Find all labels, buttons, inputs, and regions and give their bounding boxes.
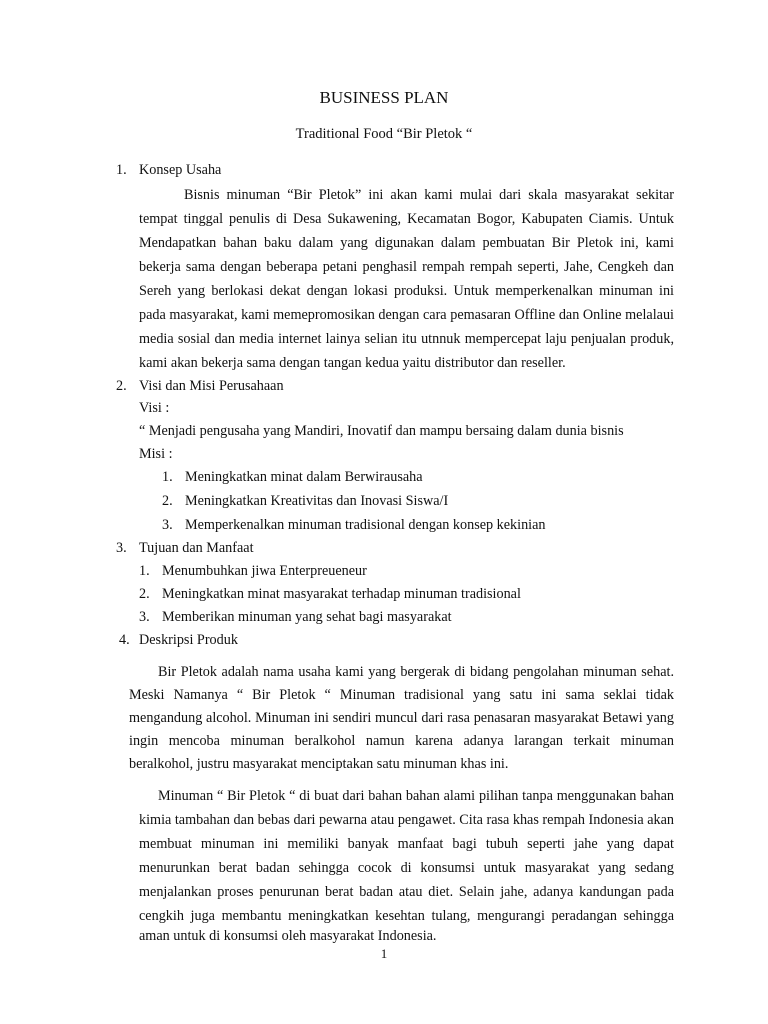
konsep-line: media sosial dan media internet lainya selian itu utnnuk mempercepat laju penjualan produk, [139,331,674,347]
misi-item: Memperkenalkan minuman tradisional dengan konsep kekinian [185,517,546,533]
section-heading-visi-misi: Visi dan Misi Perusahaan [139,378,284,394]
page-number: 1 [380,946,388,961]
konsep-line: Bisnis minuman “Bir Pletok” ini akan kami mulai dari skala masyarakat sekitar [184,187,674,203]
deskripsi-p2-line: kimia tambahan dan bebas dari pewarna atau pengawet. Cita rasa khas rempah Indonesia akan [139,812,674,828]
misi-item: Meningkatkan minat dalam Berwirausaha [185,469,423,485]
deskripsi-p2-line: cengkih juga membantu meningkatkan kesehtan tulang, mengurangi peradangan sehingga [139,908,674,924]
visi-text: “ Menjadi pengusaha yang Mandiri, Inovatif dan mampu bersaing dalam dunia bisnis [139,423,624,439]
misi-item: Meningkatkan Kreativitas dan Inovasi Siswa/I [185,493,449,509]
tujuan-item-number: 2. [139,586,150,602]
misi-label: Misi : [139,446,173,462]
konsep-line: kami akan bekerja sama dengan tangan kedua yaitu distributor dan reseller. [139,355,566,371]
konsep-line: bekerja sama dengan beberapa petani penghasil rempah rempah seperti, Jahe, Cengkeh dan [139,259,674,275]
tujuan-item: Menumbuhkan jiwa Enterpreueneur [162,563,367,579]
konsep-line: Mendapatkan bahan baku dalam yang digunakan dalam pembuatan Bir Pletok ini, kami [139,235,674,251]
misi-item-number: 1. [162,469,173,485]
tujuan-item: Meningkatkan minat masyarakat terhadap minuman tradisional [162,586,521,602]
section-number: 3. [116,540,127,556]
section-number: 1. [116,162,127,178]
deskripsi-p2-line: aman untuk di konsumsi oleh masyarakat Indonesia. [139,928,437,944]
section-heading-konsep: Konsep Usaha [139,162,222,178]
section-heading-deskripsi: Deskripsi Produk [139,632,238,648]
deskripsi-p2-line: Minuman “ Bir Pletok “ di buat dari bahan bahan alami pilihan tanpa menggunakan bahan [158,788,674,804]
section-heading-tujuan: Tujuan dan Manfaat [139,540,254,556]
document-subtitle: Traditional Food “Bir Pletok “ [295,126,473,142]
deskripsi-p1-line: Bir Pletok adalah nama usaha kami yang bergerak di bidang pengolahan minuman sehat. [158,664,674,680]
misi-item-number: 2. [162,493,173,509]
konsep-line: Sereh yang berlokasi dekat dengan lokasi produksi. Untuk memperkenalkan minuman ini [139,283,674,299]
konsep-line: pada masyarakat, kami memepromosikan dengan cara pemasaran Offline dan Online melalaui [139,307,674,323]
deskripsi-p2-line: menurunkan berat badan sehingga cocok di konsumsi untuk masyarakat yang sedang [139,860,674,876]
deskripsi-p1-line: Meski Namanya “ Bir Pletok “ Minuman tradisional yang satu ini sama seklai tidak [129,687,674,703]
tujuan-item-number: 3. [139,609,150,625]
deskripsi-p2-line: membuat minuman ini memiliki banyak manfaat bagi tubuh seperti jahe yang dapat [139,836,674,852]
tujuan-item-number: 1. [139,563,150,579]
misi-item-number: 3. [162,517,173,533]
deskripsi-p1-line: mengandung alcohol. Minuman ini sendiri muncul dari rasa penasaran masyarakat Betawi yang [129,710,674,726]
visi-label: Visi : [139,400,170,416]
section-number: 4. [119,632,130,648]
deskripsi-p1-line: ingin mencoba minuman beralkohol namun karena adanya larangan terkait minuman [129,733,674,749]
deskripsi-p1-line: beralkohol, justru masyarakat menciptakan satu minuman khas ini. [129,756,509,772]
deskripsi-p2-line: menjalankan proses penurunan berat badan atau diet. Selain jahe, adanya kandungan pada [139,884,674,900]
section-number: 2. [116,378,127,394]
tujuan-item: Memberikan minuman yang sehat bagi masyarakat [162,609,452,625]
konsep-line: tempat tinggal penulis di Desa Sukawening, Kecamatan Bogor, Kabupaten Ciamis. Untuk [139,211,674,227]
document-title: BUSINESS PLAN [319,88,449,107]
